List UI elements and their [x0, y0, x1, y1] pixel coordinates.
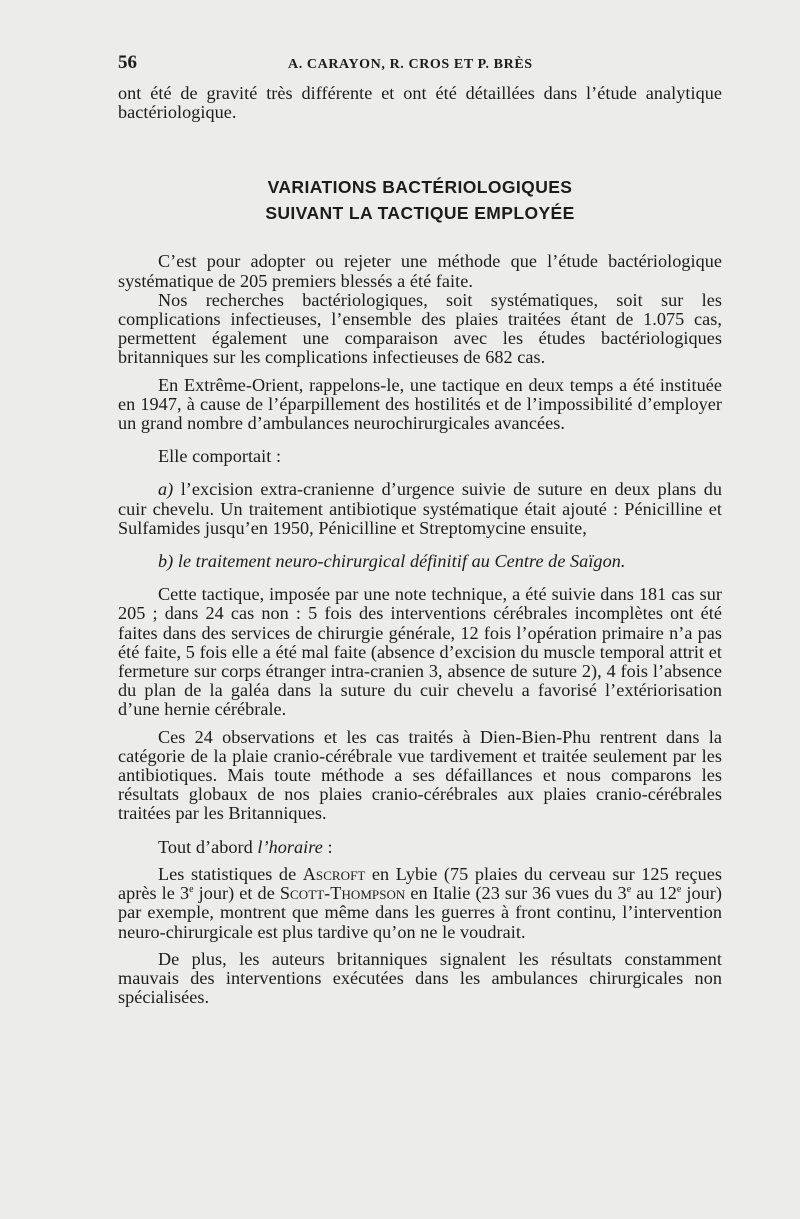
section-heading-line-2: SUIVANT LA TACTIQUE EMPLOYÉE	[265, 203, 575, 224]
superscript: e	[676, 884, 682, 896]
superscript: e	[189, 884, 194, 896]
text-run: en Italie (23 sur 36 vues du 3	[405, 883, 627, 904]
paragraph: C’est pour adopter ou rejeter une méthode que l’étude bactériologique systématique de 205 premiers blessés a été faite.	[118, 251, 722, 291]
text-run: jour) par exemple, montrent que même dans les guerres à front continu, l’intervention neuro-chirurgicale est plus tardive qu’on ne le voudrait.	[118, 883, 723, 942]
paragraph	[118, 865, 722, 942]
paragraph: De plus, les auteurs britanniques signalent les résultats constamment mauvais des interventions exécutées dans les ambulances chirurgicales non spécialisées.	[118, 948, 722, 1008]
paragraph-continuation: ont été de gravité très différente et ont été détaillées dans l’étude analytique bactériologique.	[118, 83, 722, 123]
author-name: Scott-Thompson	[279, 883, 406, 904]
list-marker: a)	[158, 479, 174, 500]
list-item-a	[118, 480, 722, 538]
author-name: Ascroft	[302, 863, 366, 884]
text-run: jour) et de	[193, 883, 280, 904]
paragraph: En Extrême-Orient, rappelons-le, une tactique en deux temps a été instituée en 1947, à cause de l’éparpillement des hostilités et de l’impossibilité d’employer un grand nombre d’ambulances neurochirurgicales avancées.	[118, 374, 722, 434]
superscript: e	[626, 884, 632, 896]
text-run: en Lybie (75 plaies du cerveau sur 125 reçues après le 3	[118, 863, 722, 904]
paragraph: Ces 24 observations et les cas traités à Dien-Bien-Phu rentrent dans la catégorie de la plaie cranio-cérébrale vue tardivement et traitée seulement par les antibiotiques. Mais toute méthode a ses défaillances et nous comparons les résultats globaux de nos plaies cranio-cérébrales aux plaies cranio-cérébrales traitées par les Britanniques.	[118, 726, 722, 824]
text-run: :	[322, 836, 333, 857]
paragraph: Elle comportait :	[158, 446, 282, 467]
running-title: A. CARAYON, R. CROS ET P. BRÈS	[288, 57, 533, 72]
list-item-text: l’excision extra-cranienne d’urgence suivie de suture en deux plans du cuir chevelu. Un traitement antibiotique systématique était ajouté : Pénicilline et Sulfamides jusqu’en 1950, Pénicilline et Streptomycine ensuite,	[118, 479, 722, 538]
emphasis: l’horaire	[257, 836, 323, 857]
list-item-b: b) le traitement neuro-chirurgical définitif au Centre de Saïgon.	[158, 551, 626, 572]
paragraph: Nos recherches bactériologiques, soit systématiques, soit sur les complications infectieuses, l’ensemble des plaies traitées étant de 1.075 cas, permettent également une comparaison avec les études bactériologiques britanniques sur les complications infectieuses de 682 cas.	[118, 289, 722, 368]
page-number: 56	[118, 52, 137, 73]
section-heading	[118, 174, 722, 226]
text-run: au 12	[631, 883, 677, 904]
text-run: Tout d’abord	[158, 836, 258, 857]
text-run: Les statistiques de	[158, 863, 303, 884]
section-heading-line-1: VARIATIONS BACTÉRIOLOGIQUES	[267, 177, 573, 198]
running-header	[118, 52, 722, 84]
paragraph	[118, 838, 722, 857]
paragraph: Cette tactique, imposée par une note technique, a été suivie dans 181 cas sur 205 ; dans 24 cas non : 5 fois des interventions cérébrales incomplètes ont été faites dans des services de chirurgie générale, 12 fois l’opération primaire n’a pas été faite, 5 fois elle a été mal faite (absence d’excision du muscle temporal attrit et fermeture sur corps étranger intra-cranien 3, absence de suture 2), 4 fois l’absence du plan de la galéa dans la suture du cuir chevelu a favorisé l’extériorisation d’une hernie cérébrale.	[118, 584, 722, 720]
